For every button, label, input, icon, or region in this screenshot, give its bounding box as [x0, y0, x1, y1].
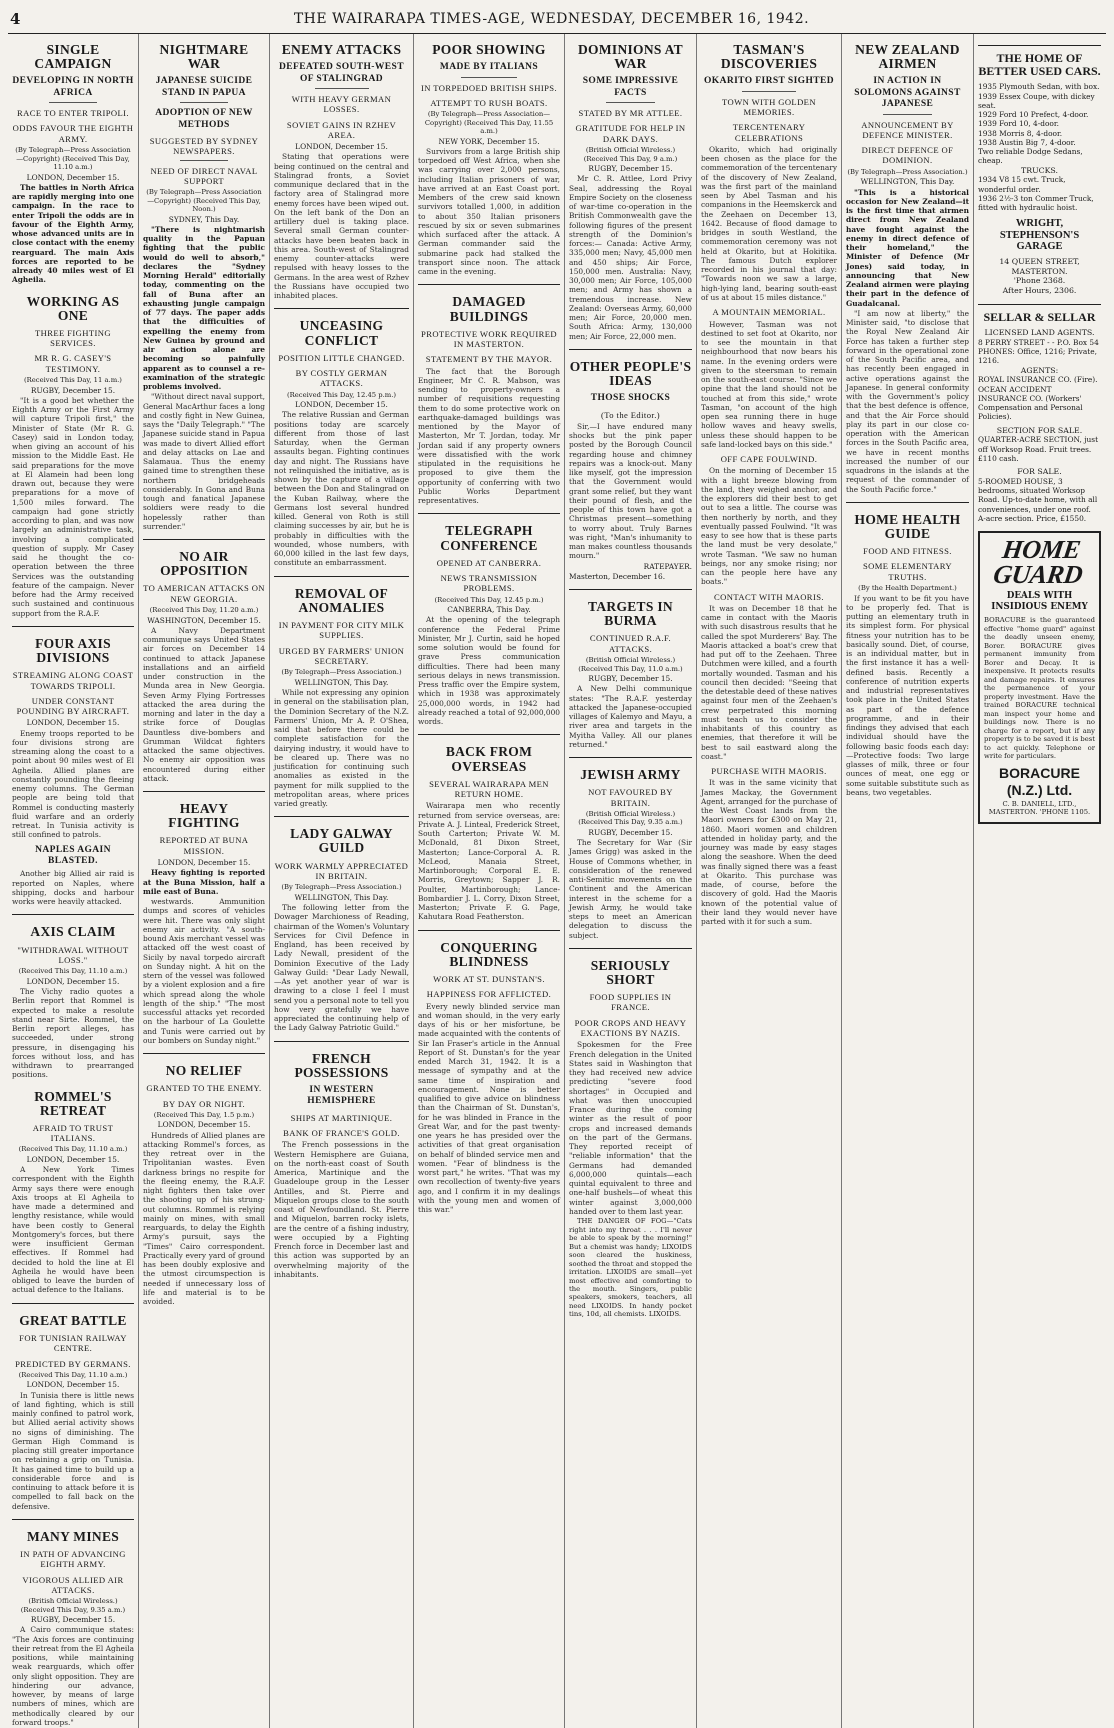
headline: GREAT BATTLE — [19, 1312, 127, 1328]
body-text: Sir,—I have endured many shocks but the pink paper posted by the Borough Council regarding house and chimney repairs was a knock-out. Many like myself, got the impression that the Government would grant some relief, but they want their pound of flesh, and the people of this town have got a Christmas present—something to worry about. Truly Barnes was right, "Man's inhumanity to man makes countless thousands mourn." — [569, 421, 692, 561]
subheading: SOME IMPRESSIVE FACTS — [582, 76, 679, 98]
headline: HOME HEALTH GUIDE — [854, 511, 961, 541]
credit-line: (By the Health Department.) — [858, 584, 957, 593]
divider — [49, 102, 98, 103]
dateline: LONDON, December 15. — [26, 172, 120, 182]
advert-after-hours: After Hours, 2306. — [1002, 286, 1077, 296]
subheading: WORK AT ST. DUNSTAN'S. — [433, 974, 545, 984]
subheading: DIRECT DEFENCE OF DOMINION. — [861, 145, 954, 166]
subheading: NAPLES AGAIN BLASTED. — [35, 844, 111, 867]
article-seriously-short — [569, 948, 692, 1216]
letter-place: Masterton, December 16. — [569, 571, 666, 581]
advert-sale-heading: FOR SALE. — [1017, 467, 1062, 477]
subheading: GRANTED TO THE ENEMY. — [146, 1083, 262, 1094]
advert-text: BORACURE is the guaranteed effective "home guard" against the deadly unseen enemy, Borer. BORACURE gives permanent immunity from Borer and Decay. It is inexpensive. It protects results and damage repairs. It ensures the permanence of your property investment. Have the trained BORACURE technical man inspect your home and buildings now. There is no charge for a report, but if any property is to be saved it is best to act quickly. Telephone or write for particulars. — [984, 616, 1095, 761]
subheading: NEED OF DIRECT NAVAL SUPPORT — [150, 165, 258, 186]
article-removal-of-anomalies — [274, 576, 409, 809]
section-heading: CONTACT WITH MAORIS. — [714, 591, 824, 602]
body-text: While not expressing any opinion in general on the stabilisation plan, the Dominion Secretary of the N.Z. Farmers' Union, Mr A. P. O'Shea, said that before there could be complete satisfaction for the dairying industry, it would have to be cleared up. There was no justification for continuing such anomalies as existed in the payment for milk supplied to the metropolitan areas, where prices varied greatly. — [274, 688, 409, 809]
listing-heading: TRUCKS. — [1021, 165, 1058, 175]
body-text: In Tunisia there is little news of land fighting, which is still mainly confined to patrol work, but Allied aerial activity shows no signs of diminishing. The German High Command is placing still greater importance on retaining a grip on Tunisia. It has gained time to build up a considerable force and is continuing to attack before it is compelled to fall back on the defensive. — [12, 1390, 134, 1511]
credit-line: (British Official Wireless.) (Received This Day, 9.35 a.m.) — [578, 809, 683, 827]
article-damaged-buildings — [418, 284, 560, 505]
advert-agents-heading: AGENTS: — [1020, 365, 1059, 375]
advert-sale-text: QUARTER-ACRE SECTION, just off Worksop Road. Fruit trees. £110 cash. — [978, 435, 1099, 463]
dateline: LONDON, December 15. — [295, 142, 388, 152]
dateline: LONDON, December 15. — [157, 1120, 251, 1130]
article-lady-galway-guild — [274, 816, 409, 1032]
credit-line: (By Telegraph—Press Association.) — [281, 883, 402, 892]
headline: NO RELIEF — [165, 1063, 243, 1079]
body-text: At the opening of the telegraph conference the Federal Prime Minister, Mr J. Curtin, said he hoped some solution would be found for grave Press communication difficulties. There had been many serious delays in news transmission. Press traffic over the Empire system, which in 1938 was approximately 25,000,000 words, in 1942 had already reached a total of 92,000,000 words. — [418, 615, 560, 727]
body-text: The French possessions in the Western Hemisphere are Guiana, on the north-east coast of South America, Martinique and the Guadeloupe group in the Lesser Antilles, and St. Pierre and Miquelon groups close to the south coast of Newfoundland. St. Pierre and Miquelon, barren rocky islets, are the centre of a fishing industry, were occupied by a Fighting French force in December last and this action was supported by an overwhelming majority of the inhabitants. — [274, 1140, 409, 1279]
article-single-campaign — [12, 43, 134, 285]
advert-title: THE HOME OF BETTER USED CARS. — [978, 51, 1101, 79]
dateline: SYDNEY, This Day. — [168, 214, 240, 224]
dateline: NEW YORK, December 15. — [438, 136, 540, 146]
article-naples — [12, 845, 134, 907]
subheading: HAPPINESS FOR AFFLICTED. — [426, 989, 552, 1000]
subheading: TO AMERICAN ATTACKS ON NEW GEORGIA. — [143, 583, 265, 604]
headline: JEWISH ARMY — [580, 767, 681, 783]
divider — [12, 914, 134, 915]
section-heading: OFF CAPE FOULWIND. — [720, 454, 818, 465]
headline: DOMINIONS AT WAR — [578, 42, 683, 72]
subheading: OPENED AT CANBERRA. — [436, 557, 542, 568]
advert-used-cars — [978, 45, 1101, 296]
subheading: OKARITO FIRST SIGHTED — [703, 76, 834, 87]
dateline: LONDON, December 15. — [295, 400, 388, 410]
divider — [978, 304, 1101, 305]
article-tasmans-discoveries — [701, 43, 837, 926]
column-8-adverts — [974, 34, 1105, 1728]
subheading: CONTINUED R.A.F. ATTACKS. — [589, 633, 672, 654]
headline: SERIOUSLY SHORT — [590, 957, 671, 987]
subheading: URGED BY FARMERS' UNION SECRETARY. — [278, 645, 405, 666]
subheading: DEFEATED SOUTH-WEST OF STALINGRAD — [279, 62, 404, 84]
body-text: Stating that operations were being continued on the central and Stalingrad fronts, a Soviet communique declared that in the factory area of Stalingrad more enemy forces have been wiped out. On the left bank of the Don an artillery duel is taking place. Several small German counter-attacks have been beaten back in this area. South-west of Stalingrad enemy counter-attacks were repulsed with heavy losses to the Germans. In the area west of Rzhev the Russians have occupied two inhabited places. — [274, 152, 409, 301]
divider — [569, 589, 692, 590]
dateline: RUGBY, December 15. — [30, 1615, 116, 1625]
dateline: WELLINGTON, This Day. — [860, 177, 955, 187]
headline: NO AIR OPPOSITION — [160, 549, 248, 579]
subheading: (To the Editor.) — [600, 409, 661, 420]
column-5 — [565, 34, 697, 1728]
car-listing: 1939 Essex Coupe, with dickey seat. — [978, 91, 1095, 110]
divider — [274, 308, 409, 309]
subheading: RACE TO ENTER TRIPOLI. — [17, 108, 129, 119]
subheading: JAPANESE SUICIDE STAND IN PAPUA — [155, 76, 253, 98]
credit-line: (Received This Day, 1.5 p.m.) — [153, 1110, 255, 1119]
headline: TARGETS IN BURMA — [588, 599, 673, 629]
subheading: ADOPTION OF NEW METHODS — [155, 108, 253, 130]
divider — [180, 102, 229, 103]
dateline: LONDON, December 15. — [26, 1154, 120, 1164]
body-text: Mr C. R. Attlee, Lord Privy Seal, addressing the Royal Empire Society on the closeness of war-time co-operation in the British Commonwealth gave the following figures of the present strength of the Dominion's forces:— Canada: Active Army, 335,000 men; Navy, 45,000 men and 450 ships; Air Force, 150,000 men. Australia: Navy, 30,000 men; Air Force, 105,000 men; and Army has shown a tremendous increase. New Zealand: Overseas Army, 60,000 men; Air Force, 20,000 men. South Africa: Army, 130,000 men; Air Force, 22,000 men. — [569, 174, 692, 341]
credit-line: (Received This Day, 12.45 p.m.) — [286, 390, 397, 399]
subheading: WORK WARMLY APPRECIATED IN BRITAIN. — [274, 860, 409, 881]
subheading: FOR TUNISIAN RAILWAY CENTRE. — [19, 1332, 127, 1354]
subheading: AFRAID TO TRUST ITALIANS. — [32, 1122, 114, 1144]
body-text: A New York Times correspondent with the Eighth Army says there were enough Axis troops at El Agheila to have made a determined and lengthy resistance, while would have been costly to General Montgomery's forces, but there were insufficient German effectives. If Rommel had decided to hold the line at El Agheila he would have been obliged to leave the burden of actual defence to the Italians. — [12, 1165, 134, 1295]
article-home-health-guide — [846, 502, 969, 797]
subheading: MADE BY ITALIANS — [439, 62, 539, 73]
newspaper-title: THE WAIRARAPA TIMES-AGE, WEDNESDAY, DECEMBER 16, 1942. — [293, 10, 810, 27]
credit-line: (British Official Wireless.) (Received This Day, 11.0 a.m.) — [578, 656, 683, 673]
subheading: IN WESTERN HEMISPHERE — [307, 1084, 376, 1107]
headline: TELEGRAPH CONFERENCE — [440, 523, 538, 553]
dateline: LONDON, December 15. — [26, 718, 120, 728]
subheading: STATEMENT BY THE MAYOR. — [425, 354, 553, 365]
subheading: STATED BY MR ATTLEE. — [578, 108, 683, 119]
subheading: STREAMING ALONG COAST TOWARDS TRIPOLI. — [12, 670, 134, 691]
advert-address: 14 QUEEN STREET, MASTERTON. — [999, 257, 1080, 276]
article-conquering-blindness — [418, 930, 560, 1215]
divider — [274, 576, 409, 577]
subheading: POOR CROPS AND HEAVY EXACTIONS BY NAZIS. — [574, 1017, 687, 1039]
divider — [12, 1519, 134, 1520]
body-text: The following letter from the Dowager Marchioness of Reading, chairman of the Women's Voluntary Services for Civil Defence in England, has been received by Lady Newall, president of the Dominion Executive of the Lady Galway Guild: "Dear Lady Newall,—As yet another year of war is drawing to a close I feel I must send you a personal note to tell you how very gratefully we have appreciated the continuing help of the Lady Galway Patriotic Guild." — [274, 903, 409, 1033]
subheading: NOT FAVOURED BY BRITAIN. — [588, 787, 673, 808]
article-targets-in-burma — [569, 589, 692, 749]
subheading: FOOD SUPPLIES IN FRANCE. — [589, 992, 672, 1013]
credit-line: (By Telegraph—Press Association—Copyright) (Received This Day, 11.55 a.m.) — [424, 110, 554, 136]
body-text: "Without direct naval support, General MacArthur faces a long and costly fight in New Guinea, says the "Daily Telegraph." "The Japanese suicide stand in Papua was made to divert Allied effort and delay attacks on Lae and Salamaua. Thus the enemy gained time to strengthen these northern bridgeheads considerably. In Gona and Buna tough and fanatical Japanese soldiers were ready to die hopelessly rather than surrender." — [143, 392, 265, 531]
subheading: PROTECTIVE WORK REQUIRED IN MASTERTON. — [421, 328, 557, 350]
column-7 — [842, 34, 974, 1728]
article-four-axis-divisions — [12, 626, 134, 840]
headline: HEAVY FIGHTING — [168, 801, 240, 831]
article-heavy-fighting — [143, 791, 265, 896]
lead-paragraph: "This is a historical occasion for New Zealand—it is the first time that airmen direct from New Zealand have fought against the enemy in direct defence of their homeland," the Minister of Defence (Mr Jones) said today, in announcing that New Zealand airmen were playing their part in the defence of Guadalcanal. — [846, 187, 969, 308]
article-no-relief — [143, 1053, 265, 1306]
article-other-peoples-ideas — [569, 349, 692, 581]
subheading: BANK OF FRANCE'S GOLD. — [283, 1127, 400, 1138]
lead-paragraph: Heavy fighting is reported at the Buna Mission, half a mile east of Buna. — [143, 868, 265, 896]
subheading: PREDICTED BY GERMANS. — [15, 1358, 131, 1369]
car-listing: 1939 Ford 10, 4-door. — [978, 119, 1059, 129]
divider — [12, 626, 134, 627]
credit-line: (Received This Day, 11.20 a.m.) — [149, 606, 259, 615]
body-text: "It is a good bet whether the Eighth Army or the First Army will capture Tripoli first," the Minister of State (Mr R. G. Casey) said in London today, when giving an account of his mission to the Middle East. He said preparations for the move at El Alamein had been long drawn out, because they were preparations for a move of 1,500 miles forward. The campaign had gone strictly according to plan, and was now largely an administrative task, involving a complicated question of supply. Mr Casey said he thought the co-operation between the three Services was the outstanding feature of the campaign. Never before had the Army received such sustained and continuous support from the R.A.F. — [12, 395, 134, 618]
advert-title: SELLAR & SELLAR — [983, 309, 1096, 324]
credit-line: (Received This Day, 11 a.m.) — [24, 376, 122, 385]
headline: SINGLE CAMPAIGN — [34, 42, 112, 72]
body-text: Another big Allied air raid is reported on Naples, where shipping, docks and harbour works were heavily attacked. — [12, 869, 134, 907]
subheading: TERCENTENARY CELEBRATIONS — [732, 122, 806, 143]
divider — [143, 539, 265, 540]
body-text: Wairarapa men who recently returned from service overseas, are: Private A. J. Linteal, Frederick Street, South Carterton; Private W. M. McDonald, 81 Dixon Street, Masterton; Lance-Corporal A. R. McLeod, Manaia Street, Martinborough; Corporal E. E. Morris, Greytown; Sapper J. R. Poulter, Martinborough; Lance-Bombardier J. L. Corry, Dixon Street, Masterton; Private F. G. Page, Kahutara Road Featherston. — [418, 801, 560, 922]
headline: BACK FROM OVERSEAS — [445, 744, 533, 774]
credit-line: (By Telegraph—Press Association.) — [281, 668, 402, 677]
divider — [606, 102, 655, 103]
credit-line: (Received This Day, 11.10 a.m.) — [18, 1145, 128, 1154]
subheading: SHIPS AT MARTINIQUE. — [290, 1112, 393, 1123]
subheading: ODDS FAVOUR THE EIGHTH ARMY. — [12, 123, 134, 144]
headline: AXIS CLAIM — [30, 924, 116, 940]
body-text: It was in the same vicinity that James Mackay, the Government Agent, arranged for the purchase of the West Coast lands from the Maori owners for £300 on May 21, 1860. Maori women and children attended in holiday party, and the journey was made by easy stages along the seashore. When the deed was finally signed there was a feast at Okarito. This purchase was made, of course, before the discovery of gold. Had the Maoris known of the potential value of their land they would never have parted with it for such a sum. — [701, 778, 837, 927]
divider — [315, 88, 369, 89]
car-listing: Two reliable Dodge Sedans, cheap. — [978, 147, 1083, 166]
advert-agents: ROYAL INSURANCE CO. (Fire). OCEAN ACCIDENT INSURANCE CO. (Workers' Compensation and Personal Policies). — [978, 375, 1098, 422]
divider — [180, 160, 229, 161]
headline: ROMMEL'S RETREAT — [34, 1088, 112, 1118]
advert-sellar-and-sellar — [978, 304, 1101, 523]
body-text: The fact that the Borough Engineer, Mr C. R. Mabson, was sending to property-owners a number of requisitions requesting them to do some protective work on earthquake-damaged buildings was mentioned by the Mayor of Masterton, Mr T. Jordan, today. Mr Jordan said if any property owners were dissatisfied with the work stipulated in the requisitions he proposed to give them the opportunity of conferring with two Public Works Department representatives. — [418, 366, 560, 506]
subheading: BY COSTLY GERMAN ATTACKS. — [295, 368, 388, 389]
advert-brand: BORACURE (N.Z.) Ltd. — [999, 764, 1080, 799]
subheading: ATTEMPT TO RUSH BOATS. — [430, 97, 548, 108]
car-listing: 1938 Austin Big 7, 4-door. — [978, 137, 1076, 147]
divider — [418, 930, 560, 931]
body-text: "I am now at liberty," the Minister said, "to disclose that the Royal New Zealand Air Force has taken a further step forward in the operational zone of the South Pacific area, and has recently been engaged in active operations against the Japanese. In general conformity with the Government's policy that the best defence is offence, and that the Air Force should play its part in our close co-operation with the American forces in the South Pacific area, we have in recent months increased the number of our squadrons in the islands at the request of the commander of the South Pacific force." — [846, 308, 969, 494]
dateline: LONDON, December 15. — [26, 976, 120, 986]
headline: ENEMY ATTACKS — [281, 42, 402, 57]
subheading: MR R. G. CASEY'S TESTIMONY. — [34, 353, 112, 374]
column-grid — [8, 34, 1106, 1727]
divider — [143, 1053, 265, 1054]
divider — [418, 734, 560, 735]
subheading: "WITHDRAWAL WITHOUT LOSS." — [17, 944, 129, 965]
headline: WORKING AS ONE — [26, 293, 120, 323]
body-text: A New Delhi communique states: "The R.A.F. yesterday attacked the Japanese-occupied villages of Kalemyo and Mayu, a river area and targets in the Myitha Valley. All our planes returned." — [569, 684, 692, 749]
headline: LADY GALWAY GUILD — [290, 826, 393, 856]
body-text: The Vichy radio quotes a Berlin report that Rommel is expected to make a resolute stand near Sirte. Rommel, the Berlin report alleges, has succeeded, under strong pressure, in disengaging his forces without loss, and has withdrawn to prearranged positions. — [12, 987, 134, 1080]
subheading: THOSE SHOCKS — [590, 393, 671, 404]
advert-home-guard — [978, 531, 1101, 824]
truck-listing: 1936 2½-3 ton Commer Truck, fitted with hydraulic hoist. — [978, 193, 1094, 213]
subheading: UNDER CONSTANT POUNDING BY AIRCRAFT. — [16, 695, 130, 717]
advert-text: THE DANGER OF FOG—"Cats right into my throat . . . I'll never be able to speak by the morning!" But a chemist was handy; LIXOIDS soon cleared the huskiness, soothed the throat and stopped the irritation. LIXOIDS are small—yet most effective and comforting to the mouth. Singers, public speakers, smokers, teachers, all need LIXOIDS. In handy pocket tins, 10d, all chemists. LIXOIDS. — [569, 1217, 692, 1319]
dateline: WELLINGTON, This Day. — [294, 677, 389, 687]
dateline: RUGBY, December 15. — [588, 827, 673, 837]
subheading: FOOD AND FITNESS. — [863, 546, 952, 557]
advert-sale-text: 5-ROOMED HOUSE, 3 bedrooms, situated Worksop Road. Up-to-date home, with all conveniences, under one roof. A-acre section. Price, £1550. — [978, 476, 1098, 523]
article-french-possessions — [274, 1041, 409, 1280]
article-no-air-opposition — [143, 539, 265, 783]
car-listing: 1935 Plymouth Sedan, with box. — [978, 82, 1100, 92]
article-dominions-at-war — [569, 43, 692, 341]
subheading: DEVELOPING IN NORTH AFRICA — [12, 76, 134, 98]
credit-line: (By Telegraph—Press Association.) — [847, 167, 968, 176]
column-4 — [414, 34, 565, 1728]
headline: FRENCH POSSESSIONS — [294, 1050, 389, 1080]
column-2 — [139, 34, 270, 1728]
divider — [883, 114, 932, 115]
headline: TASMAN'S DISCOVERIES — [720, 42, 818, 72]
divider — [569, 349, 692, 350]
masthead — [8, 0, 1106, 34]
divider — [12, 1303, 134, 1304]
divider — [461, 77, 518, 78]
body-text: A Navy Department communique says United States air forces on December 14 continued to attack Japanese installations and an airfield under construction in the Munda area in New Georgia. Seven Army Flying Fortresses attacked the area during the morning and later in the day a strike force of Douglas Dauntless dive-bombers and Grumman Wildcat fighters attacked the same objectives. No enemy air opposition was encountered during either attack. — [143, 625, 265, 783]
dateline: LONDON, December 15. — [26, 1380, 120, 1390]
body-text: Hundreds of Allied planes are attacking Rommel's forces, as they retreat over in the Tripolitanian wastes. Even darkness brings no respite for the fleeing enemy, the R.A.F. night fighters then take over the shooting up of his strung-out columns. Rommel is relying mainly on mines, with small rearguards, to delay the Eighth Army's pursuit, says the "Times" Cairo correspondent. Practically every yard of ground has been doubly explosive and the utmost circumspection is needed if unnecessary loss of life and material is to be avoided. — [143, 1130, 265, 1307]
article-jewish-army — [569, 757, 692, 940]
subheading: IN TORPEDOED BRITISH SHIPS. — [420, 82, 558, 93]
headline: CONQUERING BLINDNESS — [440, 939, 538, 969]
divider — [742, 91, 796, 92]
dateline: WASHINGTON, December 15. — [147, 615, 261, 625]
subheading: IN ACTION IN SOLOMONS AGAINST JAPANESE — [854, 76, 961, 110]
dateline: RUGBY, December 15. — [588, 674, 673, 684]
subheading: IN PAYMENT FOR CITY MILK SUPPLIES. — [278, 620, 405, 641]
letter-signature: RATEPAYER. — [643, 561, 692, 571]
headline: UNCEASING CONFLICT — [299, 318, 384, 348]
advert-firm-name: WRIGHT, STEPHENSON'S GARAGE — [999, 218, 1080, 253]
headline: MANY MINES — [26, 1528, 120, 1544]
body-text: A Cairo communique states: "The Axis forces are continuing their retreat from the El Agheila positions, while maintaining weak rearguards, which offer only slight opposition. They are hindering our advance, however, by means of large numbers of mines, which are methodically cleared by our forward troops." — [12, 1625, 134, 1727]
subheading: WITH HEAVY GERMAN LOSSES. — [291, 93, 392, 115]
divider — [569, 948, 692, 949]
home-guard-logo: HOME GUARD — [991, 535, 1085, 589]
article-telegraph-conference — [418, 513, 560, 726]
section-heading: PURCHASE WITH MAORIS. — [711, 766, 827, 777]
article-axis-claim — [12, 914, 134, 1079]
body-text: However, Tasman was not destined to set foot at Okarito, nor to see the mountain in that neighbourhood that now bears his name. In the evening orders were given to the steersman to remain on the south-east course. "Since we opine that the land should not be touched at from this side," wrote Tasman, "on account of the high open sea running there in huge hollow waves and heavy swells, unless these should happen to be safe land-locked bays on this side." — [701, 319, 837, 449]
subheading: SUGGESTED BY SYDNEY NEWSPAPERS. — [149, 135, 259, 157]
subheading: POSITION LITTLE CHANGED. — [278, 352, 405, 363]
credit-line: (Received This Day, 11.10 a.m.) — [18, 967, 128, 976]
divider — [274, 1041, 409, 1042]
subheading: NEWS TRANSMISSION PROBLEMS. — [440, 573, 538, 594]
advert-headline: DEALS WITH INSIDIOUS ENEMY — [991, 591, 1088, 613]
dateline: WELLINGTON, This Day. — [294, 892, 389, 902]
truck-listing: 1934 V8 15 cwt. Truck, wonderful order. — [978, 175, 1066, 194]
dateline: RUGBY, December 15. — [588, 164, 673, 174]
headline: FOUR AXIS DIVISIONS — [35, 635, 111, 666]
divider — [846, 502, 969, 503]
body-text: The Secretary for War (Sir James Grigg) was asked in the House of Commons whether, in consideration of the renewed anti-Semitic movements on the Continent and the American interest in the scheme for a Jewish Army, he would take steps to meet an American delegation to discuss the subject. — [569, 838, 692, 940]
article-great-battle — [12, 1303, 134, 1511]
divider — [274, 816, 409, 817]
body-text: Survivors from a large British ship torpedoed off West Africa, when she was carrying over 2,000 persons, including Italian prisoners of war, have arrived at an East Coast port. Members of the crew said known survivors totalled 1,000, in addition to about 350 Italian prisoners rescued by six or seven submarines which surfaced after the attack. A German commander said the submarine pack had stalked the transport since noon. The attack came in the evening. — [418, 146, 560, 277]
advert-phones: PHONES: Office, 1216; Private, 1216. — [978, 347, 1097, 366]
article-poor-showing — [418, 43, 560, 276]
body-text: Enemy troops reported to be four divisions strong are streaming along the coast to a point about 90 miles west of El Agheila. Allied planes are constantly pounding the fleeing enemy columns. The German people are being told that Rommel is conducting masterly fluid warfare and an orderly retreat. In Tunisia activity is still confined to patrols. — [12, 728, 134, 840]
body-text: Spokesmen for the Free French delegation in the United States said in Washington that they had received new advice predicting "severe food shortages" in Occupied and what was then unoccupied France during the coming winter as the result of poor crops and increased demands on the part of the Germans. They reported receipt of "reliable information" that the Germans had demanded 6,000,000 quintals—each quintal equivalent to three and one-half bushels—of wheat this winter against 3,000,000 handed over to them last year. — [569, 1040, 692, 1216]
credit-line: (Received This Day, 11.10 a.m.) — [18, 1370, 128, 1379]
credit-line: (British Official Wireless.) (Received This Day, 9.35 a.m.) — [20, 1597, 126, 1614]
column-1 — [8, 34, 139, 1728]
headline: NEW ZEALAND AIRMEN — [855, 42, 960, 72]
headline: REMOVAL OF ANOMALIES — [294, 585, 389, 615]
subheading: SOME ELEMENTARY TRUTHS. — [862, 561, 953, 582]
article-working-as-one — [12, 295, 134, 618]
advert-lixoids — [569, 1217, 692, 1319]
body-text: westwards. Ammunition dumps and scores of vehicles were hit. There was only slight enemy air activity. "A south-bound Axis merchant vessel was attacked off the west coast of Sicily by naval torpedo aircraft on Sunday night. A hit on the stern of the vessel was followed by a violent explosion and a fire which spread along the whole length of the ship." "The most successful attacks yet recorded on the harbour of La Goulette and Tunis were carried out by our bombers on Sunday night." — [143, 897, 265, 1045]
advert-subtitle: LICENSED LAND AGENTS. — [984, 328, 1095, 338]
credit-line: (By Telegraph—Press Association—Copyright) (Received This Day, Noon.) — [146, 188, 262, 214]
subheading: SOVIET GAINS IN RZHEV AREA. — [286, 119, 397, 140]
subheading: GRATITUDE FOR HELP IN DARK DAYS. — [575, 123, 686, 144]
article-nightmare-war — [143, 43, 265, 531]
column-3 — [270, 34, 414, 1728]
section-heading: A MOUNTAIN MEMORIAL. — [712, 307, 826, 318]
article-continuation — [143, 897, 265, 1045]
article-back-from-overseas — [418, 734, 560, 921]
dateline: CANBERRA, This Day. — [447, 605, 531, 615]
body-text: Every newly blinded service man and woman should, in the very early days of his or her misfortune, be made acquainted with the contents of Sir Ian Fraser's article in the Annual Report of St. Dunstan's for the year ended March 31, 1942. It is a message of sympathy and at the same time of inspiration and encouragement. None is better qualified to give advice on blindness than the Chairman of St. Dunstan's, for he was blinded in France in the Great War, and for the past twenty-one years he has presided over the activities of that great organisation on behalf of blinded service men and women. "Fear of blindness is the worst part," he writes. "That was my own recollection of twenty-five years ago, and I confirm it in my dealings with the young men and women of this war." — [418, 1001, 560, 1215]
divider — [418, 284, 560, 285]
advert-address: 8 PERRY STREET - - P.O. Box 54 — [978, 337, 1099, 347]
article-enemy-attacks — [274, 43, 409, 300]
article-rommels-retreat — [12, 1090, 134, 1295]
advert-sale-heading: SECTION FOR SALE. — [996, 425, 1083, 435]
headline: OTHER PEOPLE'S IDEAS — [569, 358, 692, 388]
car-listing: 1929 Ford 10 Prefect, 4-door. — [978, 110, 1089, 120]
divider — [978, 45, 1101, 46]
subheading: ANNOUNCEMENT BY DEFENCE MINISTER. — [861, 119, 954, 140]
body-text: If you want to be fit you have to be properly fed. That is putting an elementary truth in its simplest form. For physical fitness your nutrition has to be basically sound. Diet, of course, is an individual matter, but in the first instance it has a well-defined basis. Recently a conference of nutrition experts and industrial representatives took place in the United States as part of the defence programme, and in their findings they advised that each individual should have the following basic foods each day:—Protective foods: Two large glasses of milk, three or four ounces of meat, one egg or some suitable substitute such as beans, two vegetables. — [846, 593, 969, 797]
body-text: It was on December 18 that he came in contact with the Maoris with such disastrous results that he called the spot Murderers' Bay. The Maoris attacked a boat's crew that had put off to the Zeehaen. Three Dutchmen were killed, and a fourth mortally wounded. Tasman and his council then decided: "Seeing that the detestable deed of these natives against four men of the Zeehaen's crew perpetrated this morning must teach us to consider the inhabitants of this country as enemies, that therefore it will be best to sail eastward along the coast." — [701, 603, 837, 761]
headline: NIGHTMARE WAR — [159, 42, 249, 72]
subheading: VIGOROUS ALLIED AIR ATTACKS. — [22, 1574, 124, 1595]
advert-phone: 'Phone 2368. — [1013, 276, 1066, 286]
headline: POOR SHOWING — [432, 42, 546, 57]
subheading: THREE FIGHTING SERVICES. — [34, 327, 111, 349]
subheading: SEVERAL WAIRARAPA MEN RETURN HOME. — [429, 778, 549, 800]
body-text: Okarito, which had originally been chosen as the place for the commemoration of the tercentenary of the discovery of New Zealand, was the first part of the mainland seen by Abel Tasman and his companions in the Heemskerck and the Zeehaen on December 13, 1642. Because of flood damage to bridges in south Westland, the commemoration ceremony was not held at Okarito, but at Hokitika. The famous Dutch explorer recorded in his journal that day: "Towards noon we saw a large, high-lying land, bearing south-east of us at about 15 miles distance." — [701, 144, 837, 302]
credit-line: (By Telegraph—Press Association—Copyright) (Received This Day, 11.10 a.m.) — [15, 146, 131, 172]
divider — [143, 791, 265, 792]
credit-line: (British Official Wireless.) (Received This Day, 9 a.m.) — [583, 146, 678, 163]
dateline: LONDON, December 15. — [157, 858, 251, 868]
advert-agent: C. B. DANIELL, LTD., MASTERTON. 'PHONE 1105. — [988, 799, 1091, 817]
headline: DAMAGED BUILDINGS — [449, 294, 529, 324]
article-unceasing-conflict — [274, 308, 409, 567]
subheading: BY DAY OR NIGHT. — [162, 1098, 246, 1109]
page-number: 4 — [10, 9, 21, 28]
article-new-zealand-airmen — [846, 43, 969, 494]
lead-paragraph: "There is nightmarish quality in the Papuan fighting that the public would do well to absorb," declares the "Sydney Morning Herald" editorially today, commenting on the fall of Buna after an exhausting jungle campaign of 77 days. The paper adds that the difficulties of expelling the enemy from New Guinea by ground and air action alone are becoming so painfully apparent as to counsel a re-examination of the strategic problems involved. — [143, 224, 265, 392]
article-many-mines — [12, 1519, 134, 1727]
subheading: REPORTED AT BUNA MISSION. — [159, 835, 249, 856]
body-text: On the morning of December 15 with a light breeze blowing from the land, they weighed anchor, and the explorers did their best to get out to sea a little. The course was then northerly by north, and they eventually passed Foulwind. "It was easy to see how that is these parts the land must be very desolate," wrote Tasman. "We saw no human beings, nor any smoke rising; nor can the people here have any boats." — [701, 466, 837, 587]
car-listing: 1938 Morris 8, 4-door. — [978, 128, 1063, 138]
lead-paragraph: The battles in North Africa are rapidly merging into one campaign. In the race to enter Tripoli the odds are in favour of the Eighth Army, whose advanced units are in close contact with the enemy rearguard. The main Axis forces are reported to be already 40 miles west of El Agheila. — [12, 182, 134, 285]
subheading: IN PATH OF ADVANCING EIGHTH ARMY. — [20, 1548, 126, 1570]
credit-line: (Received This Day, 12.45 p.m.) — [434, 595, 544, 604]
divider — [569, 757, 692, 758]
dateline: RUGBY, December 15. — [30, 385, 116, 395]
body-text: The relative Russian and German positions today are scarcely different from those of last Saturday, when the German assaults began. Fighting continues day and night. The Russians have not relinquished the initiative, as is shown by the capture of a village between the Don and Stalingrad on the Kuban Railway, where the Germans lost several hundred killed. General von Roth is still claiming successes by air, but he is probably in difficulties with the wounded, whose numbers, with 60,000 killed in the last few days, constitute an embarrassment. — [274, 410, 409, 568]
divider — [418, 513, 560, 514]
subheading: TOWN WITH GOLDEN MEMORIES. — [722, 96, 816, 118]
column-6 — [697, 34, 842, 1728]
